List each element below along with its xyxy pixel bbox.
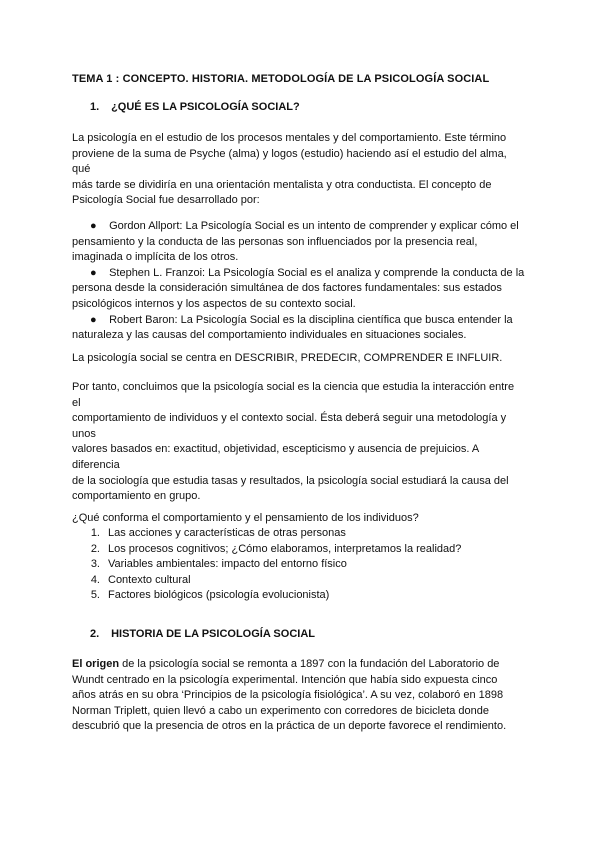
bullet-item-franzoi [72,266,542,282]
text-line [72,657,542,673]
list-item-text: Variables ambientales: impacto del entorno físico [108,558,347,571]
text-line: La psicología social se centra en DESCRIBIR, PREDECIR, COMPRENDER E INFLUIR. [72,352,503,364]
bullet-text: Gordon Allport: La Psicología Social es un intento de comprender y explicar cómo el [109,220,519,232]
bullet-icon: ● [90,220,97,232]
text-line: imaginada o implícita de los otros. [72,251,239,264]
section-1-number: 1. [90,101,100,113]
document-title: TEMA 1 : CONCEPTO. HISTORIA. METODOLOGÍA DE LA PSICOLOGÍA SOCIAL [72,73,490,85]
bullet-item-baron [72,313,542,329]
factors-numbered-list [72,526,461,604]
text-line: pensamiento y la conducta de las personas son influenciados por la presencia real, [72,235,478,248]
bullet-icon: ● [90,266,97,279]
list-item-text: Factores biológicos (psicología evolucionista) [108,589,330,602]
question-paragraph [72,511,542,527]
section-1-title: ¿QUÉ ES LA PSICOLOGÍA SOCIAL? [111,101,300,113]
text-line: descubrió que la presencia de otros en la práctica de un deporte favorece el rendimiento. [72,720,507,733]
text-line: psicológicos internos y los aspectos de su contexto social. [72,297,356,310]
list-item [72,557,461,573]
intro-paragraph [72,131,542,209]
bullet-text: Stephen L. Franzoi: La Psicología Social es el analiza y comprende la conducta de la [109,266,525,279]
text-line: Por tanto, concluimos que la psicología social es la ciencia que estudia la interacción entre [72,381,515,393]
text-line: comportamiento de individuos y el contexto social. Ésta deberá seguir una metodología y [72,412,507,425]
focus-paragraph [72,351,542,367]
list-item-number: 5. [90,589,100,602]
text-line: comportamiento en grupo. [72,490,201,503]
section-1-heading [90,101,300,113]
list-item-number: 2. [90,542,100,555]
list-item-text: Los procesos cognitivos; ¿Cómo elaboramos, interpretamos la realidad? [108,542,462,555]
list-item [72,573,461,589]
text-line: valores basados en: exactitud, objetividad, escepticismo y ausencia de prejuicios. A [72,443,480,456]
text-line: de la sociología que estudia tasas y resultados, la psicología social estudiará la causa del [72,474,509,487]
text-line: el [72,396,81,409]
text-line: qué [72,163,91,176]
bullet-text: Robert Baron: La Psicología Social es la disciplina científica que busca entender la [109,313,513,326]
text-line: ¿Qué conforma el comportamiento y el pensamiento de los individuos? [72,512,419,524]
text-line: años atrás en su obra ‘Principios de la psicología fisiológica’. A su vez, colaboró en 1898 [72,689,504,702]
list-item [72,588,461,604]
origin-text: de la psicología social se remonta a 1897 con la fundación del Laboratorio de [119,658,500,670]
text-line: Psicología Social fue desarrollado por: [72,194,260,207]
history-paragraph [72,657,542,735]
conclusion-paragraph [72,380,542,505]
section-2-number: 2. [90,628,100,640]
text-line: Norman Triplett, quien llevó a cabo un experimento con corredores de bicicleta donde [72,704,490,717]
bullet-icon: ● [90,313,97,326]
text-line: más tarde se dividiría en una orientación mentalista y otra conductista. El concepto de [72,178,492,191]
text-line: persona desde la consideración simultánea de dos factores fundamentales: sus estados [72,282,502,295]
list-item-number: 1. [90,527,100,539]
section-2-heading [90,628,315,640]
text-line: proviene de la suma de Psyche (alma) y logos (estudio) haciendo así el estudio del alma, [72,147,507,160]
authors-bullet-list [72,219,542,344]
text-line: La psicología en el estudio de los procesos mentales y del comportamiento. Este término [72,132,507,144]
list-item-text: Las acciones y características de otras personas [108,527,346,539]
list-item [72,526,461,542]
list-item-number: 4. [90,573,100,586]
text-line: diferencia [72,458,120,471]
list-item-text: Contexto cultural [108,573,191,586]
list-item-number: 3. [90,558,100,571]
text-line: naturaleza y las causas del comportamiento individuales en situaciones sociales. [72,329,467,342]
text-line: Wundt centrado en la psicología experimental. Intención que había sido expuesta cinco [72,673,498,686]
origin-bold-text: El origen [72,658,120,670]
bullet-item-allport [72,219,542,235]
section-2-title: HISTORIA DE LA PSICOLOGÍA SOCIAL [111,628,315,640]
list-item [72,542,461,558]
text-line: unos [72,427,96,440]
